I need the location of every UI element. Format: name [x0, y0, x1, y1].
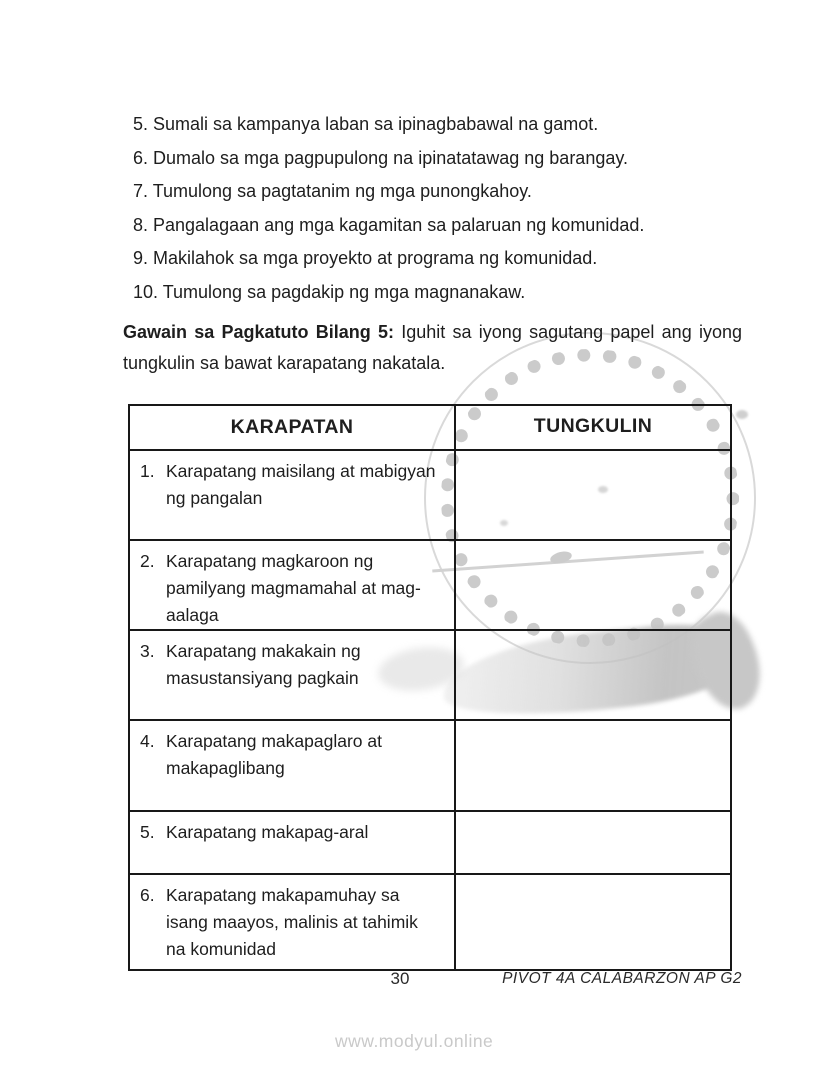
page-number: 30: [390, 969, 410, 988]
karapatan-cell: [129, 540, 455, 630]
activity-instruction: [123, 317, 742, 379]
row-number: 1.: [140, 461, 155, 481]
tungkulin-answer-cell: [455, 874, 731, 970]
list-item: 5. Sumali sa kampanya laban sa ipinagbabawal na gamot.: [133, 114, 599, 134]
table-row: [129, 720, 731, 811]
karapatan-text: Karapatang makapag-aral: [166, 822, 369, 842]
list-item: 6. Dumalo sa mga pagpupulong na ipinatatawag ng barangay.: [133, 147, 629, 168]
list-item: 10. Tumulong sa pagdakip ng mga magnanakaw.: [133, 281, 526, 302]
karapatan-cell: [129, 874, 455, 970]
row-number: 4.: [140, 731, 155, 751]
karapatan-text: Karapatang magkaroon ng pamilyang magmamahal at mag-aalaga: [166, 551, 421, 625]
tungkulin-answer-cell: [455, 630, 731, 720]
duties-list: [133, 108, 773, 309]
karapatan-text: Karapatang makapaglaro at makapaglibang: [166, 731, 382, 778]
table-row: [129, 811, 731, 874]
karapatan-cell: [129, 450, 455, 540]
row-number: 3.: [140, 641, 155, 661]
karapatan-cell: [129, 630, 455, 720]
module-label: PIVOT 4A CALABARZON AP G2: [502, 970, 742, 987]
column-header-tungkulin: TUNGKULIN: [455, 405, 731, 450]
table-row: [129, 630, 731, 720]
tungkulin-answer-cell: [455, 450, 731, 540]
activity-title: Gawain sa Pagkatuto Bilang 5:: [123, 322, 395, 342]
karapatan-text: Karapatang maisilang at mabigyan ng pangalan: [166, 461, 436, 508]
table-header-row: [129, 405, 731, 450]
list-item: 7. Tumulong sa pagtatanim ng mga punongkahoy.: [133, 181, 532, 201]
tungkulin-answer-cell: [455, 811, 731, 874]
table-row: [129, 540, 731, 630]
website-watermark: www.modyul.online: [335, 1031, 494, 1051]
row-number: 2.: [140, 551, 155, 571]
rights-duties-table: [128, 404, 732, 971]
tungkulin-answer-cell: [455, 540, 731, 630]
column-header-karapatan: KARAPATAN: [129, 405, 455, 450]
row-number: 5.: [140, 822, 155, 842]
table-row: [129, 450, 731, 540]
karapatan-text: Karapatang makakain ng masustansiyang pagkain: [166, 641, 361, 688]
list-item: 8. Pangalagaan ang mga kagamitan sa palaruan ng komunidad.: [133, 214, 645, 235]
karapatan-cell: [129, 811, 455, 874]
tungkulin-answer-cell: [455, 720, 731, 811]
activity-instruction-text: Iguhit sa iyong sagutang papel ang iyong tungkulin sa bawat karapatang nakatala.: [123, 322, 742, 373]
karapatan-text: Karapatang makapamuhay sa isang maayos, malinis at tahimik na komunidad: [166, 885, 418, 959]
karapatan-cell: [129, 720, 455, 811]
row-number: 6.: [140, 885, 155, 905]
table-row: [129, 874, 731, 970]
list-item: 9. Makilahok sa mga proyekto at programa ng komunidad.: [133, 248, 598, 268]
